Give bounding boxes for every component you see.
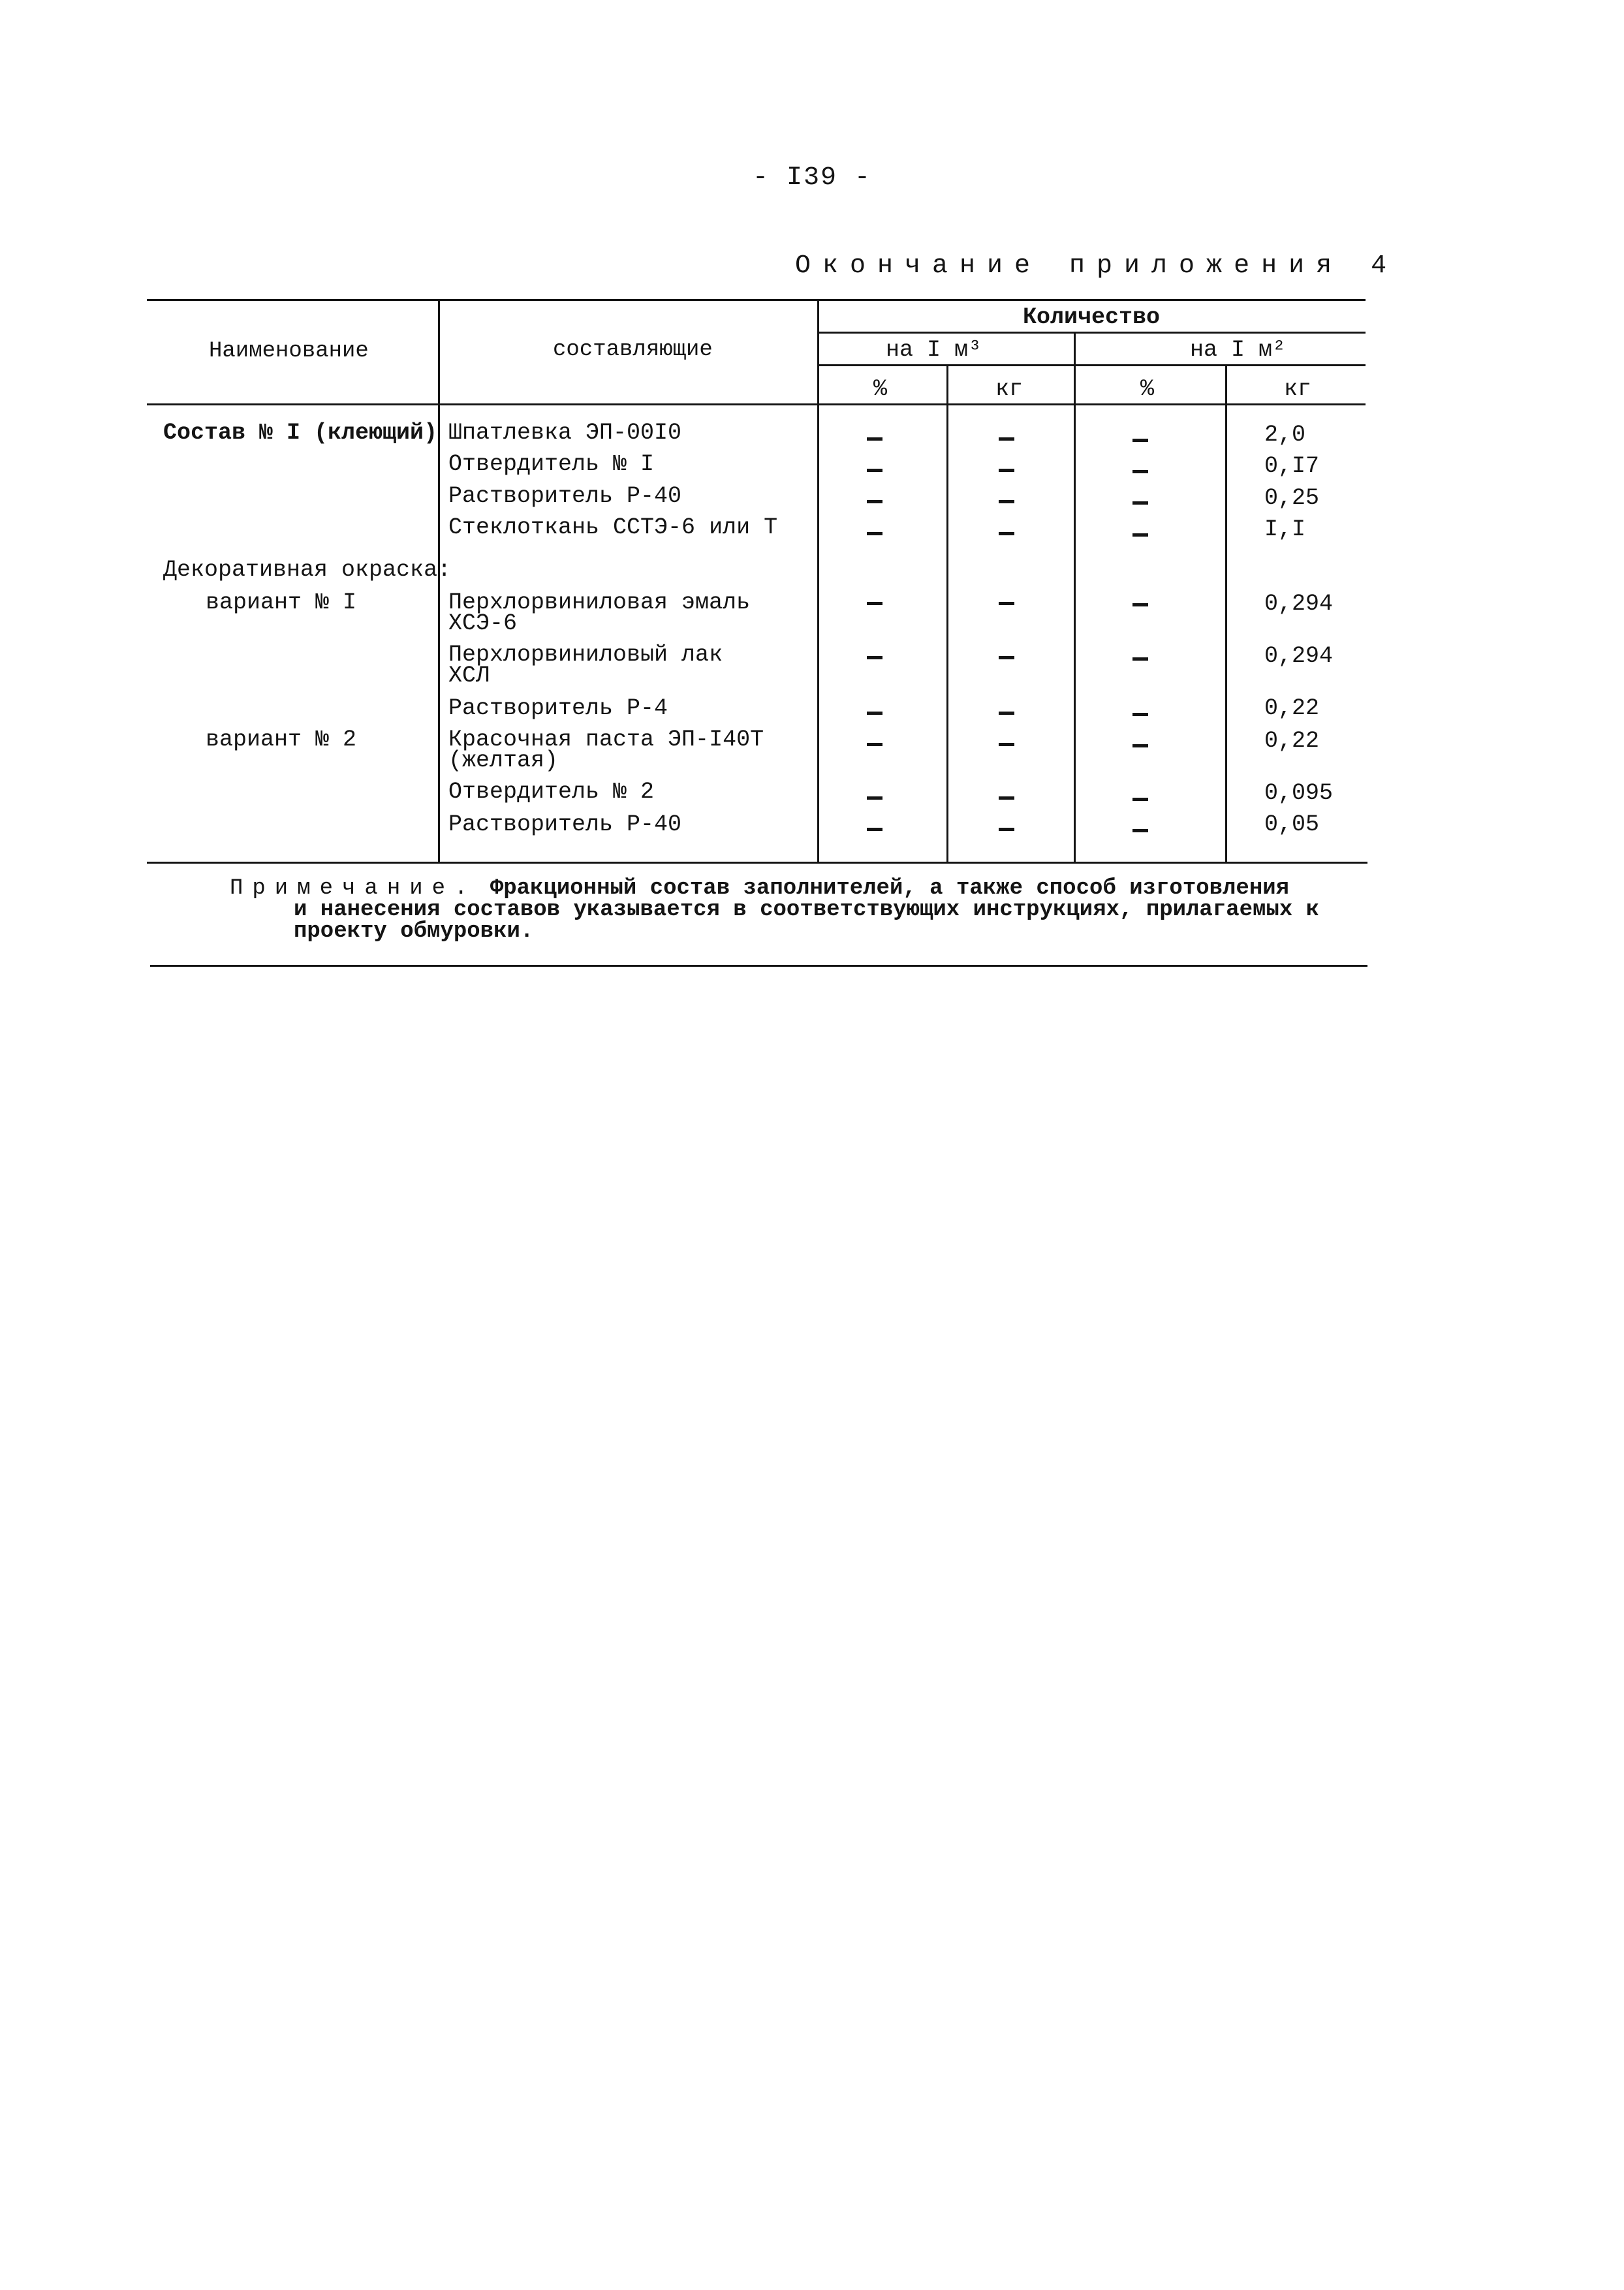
note-line-3: проекту обмуровки.: [294, 919, 534, 944]
dash-mark: [1132, 798, 1148, 801]
dash-mark: [867, 796, 882, 800]
table-note: [230, 878, 1379, 943]
component-cell: Растворитель Р-40: [448, 811, 682, 838]
value-m2-kg: 0,25: [1264, 485, 1320, 511]
component-cell: Растворитель Р-40: [448, 483, 682, 509]
component-cell-line2: ХСЭ-6: [448, 610, 518, 636]
value-m2-kg: 2,0: [1264, 422, 1306, 448]
value-m2-kg: 0,05: [1264, 811, 1320, 838]
dash-mark: [1132, 657, 1148, 661]
value-m2-kg: 0,294: [1264, 591, 1334, 617]
value-m2-kg: I,I: [1264, 516, 1306, 542]
col-divider-4: [1074, 332, 1076, 864]
row-name-variant-1: вариант № I: [206, 589, 357, 616]
value-m2-kg: 0,095: [1264, 780, 1334, 806]
dash-mark: [867, 437, 882, 441]
dash-mark: [1132, 533, 1148, 537]
dash-mark: [1132, 603, 1148, 606]
value-m2-kg: 0,294: [1264, 643, 1334, 669]
dash-mark: [999, 712, 1014, 715]
component-cell: Отвердитель № I: [448, 451, 655, 477]
table-bottom-rule: [147, 862, 1367, 864]
value-m2-kg: 0,22: [1264, 728, 1320, 754]
dash-mark: [1132, 439, 1148, 442]
component-cell-line2: (желтая): [448, 747, 559, 774]
dash-mark: [867, 656, 882, 659]
dash-mark: [1132, 829, 1148, 832]
dash-mark: [867, 712, 882, 715]
value-m2-kg: 0,22: [1264, 695, 1320, 721]
note-line-2: и нанесения составов указывается в соответствующих инструкциях, прилагаемых к: [294, 898, 1320, 922]
header-m2-percent: %: [1140, 376, 1155, 402]
dash-mark: [1132, 744, 1148, 747]
dash-mark: [867, 532, 882, 535]
header-name: Наименование: [209, 339, 369, 364]
header-m3-kg: кг: [995, 376, 1023, 402]
header-per-m3: на I м³: [886, 337, 982, 363]
table-top-rule: [147, 299, 1366, 301]
quantity-rule: [817, 332, 1366, 334]
dash-mark: [999, 743, 1014, 746]
component-cell: Растворитель Р-4: [448, 695, 668, 721]
component-cell: Шпатлевка ЭП-00I0: [448, 420, 682, 446]
dash-mark: [999, 602, 1014, 605]
dash-mark: [999, 828, 1014, 831]
dash-mark: [867, 743, 882, 746]
note-bottom-rule: [150, 965, 1367, 967]
component-cell: Перхлорвиниловый лак: [448, 642, 723, 668]
note-text-1: Фракционный состав заполнителей, а также способ изготовления: [490, 876, 1290, 901]
col-divider-3: [946, 364, 948, 864]
dash-mark: [1132, 501, 1148, 505]
header-m2-kg: кг: [1284, 376, 1312, 402]
dash-mark: [999, 500, 1014, 503]
header-quantity: Количество: [1023, 304, 1161, 330]
component-cell-line2: ХСЛ: [448, 663, 490, 689]
header-m3-percent: %: [873, 376, 888, 402]
dash-mark: [867, 469, 882, 472]
col-divider-2: [817, 299, 819, 864]
dash-mark: [867, 500, 882, 503]
dash-mark: [999, 437, 1014, 441]
dash-mark: [999, 469, 1014, 472]
per-unit-rule: [817, 364, 1366, 366]
component-cell: Стеклоткань ССТЭ-6 или Т: [448, 514, 778, 541]
dash-mark: [1132, 713, 1148, 716]
dash-mark: [999, 532, 1014, 535]
row-name-variant-2: вариант № 2: [206, 727, 357, 753]
note-line-1: [230, 878, 1379, 900]
dash-mark: [999, 796, 1014, 800]
dash-mark: [999, 656, 1014, 659]
value-m2-kg: 0,I7: [1264, 453, 1320, 479]
col-divider-5: [1225, 364, 1227, 864]
note-label: Примечание.: [230, 876, 477, 901]
component-cell: Перхлорвиниловая эмаль: [448, 589, 751, 616]
page-number: - I39 -: [752, 163, 872, 193]
dash-mark: [1132, 470, 1148, 473]
appendix-title: Окончание приложения 4: [795, 251, 1399, 281]
component-cell: Красочная паста ЭП-I40Т: [448, 727, 764, 753]
dash-mark: [867, 828, 882, 831]
dash-mark: [867, 602, 882, 605]
row-name-sostav-1: Состав № I (клеющий): [163, 420, 438, 446]
component-cell: Отвердитель № 2: [448, 779, 655, 805]
header-components: составляющие: [553, 337, 713, 362]
row-name-decorative: Декоративная окраска:: [163, 557, 452, 583]
header-bottom-rule: [147, 403, 1366, 405]
composition-table: [147, 294, 1371, 868]
header-per-m2: на I м²: [1190, 337, 1287, 363]
